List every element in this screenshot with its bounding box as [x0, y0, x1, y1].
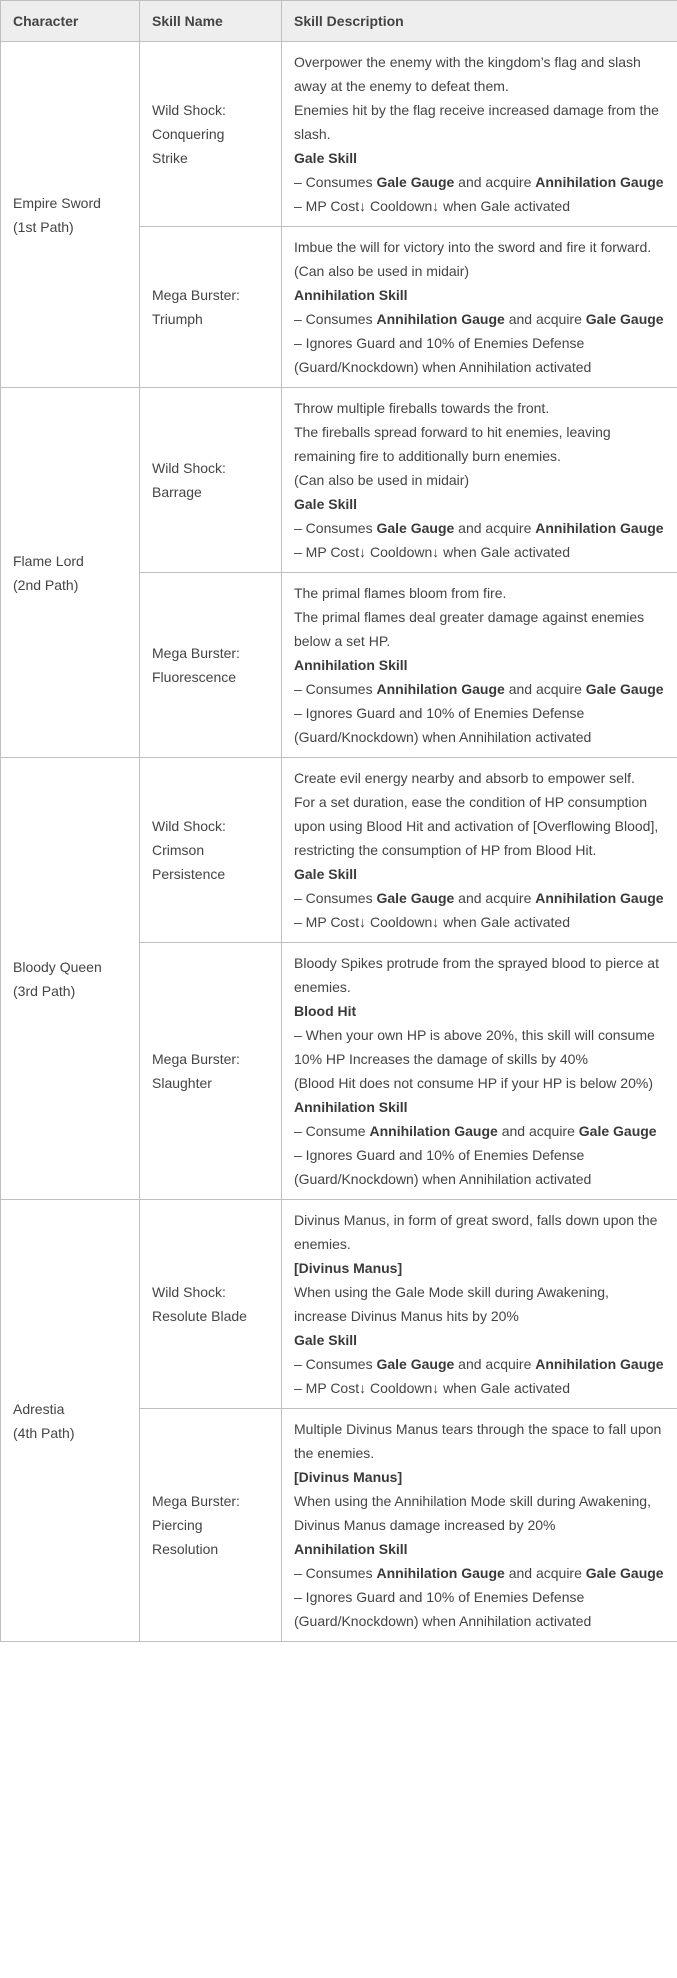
description-line — [294, 1095, 665, 1119]
table-row — [1, 42, 677, 227]
bold-text: Annihilation Gauge — [535, 890, 664, 906]
bold-text: Annihilation Gauge — [535, 174, 664, 190]
character-path: (3rd Path) — [13, 982, 76, 999]
skill-name-cell — [140, 388, 282, 573]
table-header — [1, 1, 677, 42]
description-line: Throw multiple fireballs towards the front. — [294, 400, 550, 416]
description-line — [294, 653, 665, 677]
bold-text: Gale Gauge — [376, 890, 455, 906]
description-line: – Consumes Annihilation Gauge and acquire Gale Gauge — [294, 1565, 664, 1581]
skill-description-cell — [282, 758, 677, 943]
bold-text: [Divinus Manus] — [294, 1260, 403, 1276]
bold-text: Annihilation Gauge — [376, 1565, 505, 1581]
bold-text: Annihilation Skill — [294, 1541, 408, 1557]
character-path: (4th Path) — [13, 1424, 75, 1441]
skill-description-cell — [282, 42, 677, 227]
bold-text: Annihilation Gauge — [369, 1123, 498, 1139]
description-line: The primal flames deal greater damage against enemies below a set HP. — [294, 609, 645, 649]
bold-text: Annihilation Gauge — [376, 311, 505, 327]
skill-name-line: Piercing — [152, 1517, 203, 1533]
description-line: – Consumes Annihilation Gauge and acquire Gale Gauge — [294, 311, 664, 327]
description-line: (Can also be used in midair) — [294, 263, 470, 279]
bold-text: Annihilation Gauge — [535, 1356, 664, 1372]
header-row — [1, 1, 677, 42]
bold-text: Annihilation Gauge — [376, 681, 505, 697]
table-row — [1, 388, 677, 573]
skill-name-line: Wild Shock: — [152, 818, 226, 834]
character-name: Empire Sword — [13, 194, 101, 211]
description-line: The fireballs spread forward to hit enemies, leaving remaining fire to additionally burn enemies. — [294, 424, 611, 464]
skill-name-line: Mega Burster: — [152, 1051, 240, 1067]
skill-name-cell — [140, 1200, 282, 1409]
description-line — [294, 492, 665, 516]
description-line: – Consumes Gale Gauge and acquire Annihilation Gauge — [294, 174, 664, 190]
description-line: For a set duration, ease the condition of HP consumption upon using Blood Hit and activation of [Overflowing Blood], restricting the consumption of HP from Blood Hit. — [294, 794, 659, 858]
bold-text: Annihilation Skill — [294, 287, 408, 303]
description-line: – Ignores Guard and 10% of Enemies Defense (Guard/Knockdown) when Annihilation activated — [294, 1589, 592, 1629]
description-line: Enemies hit by the flag receive increased damage from the slash. — [294, 102, 659, 142]
skill-name-cell — [140, 573, 282, 758]
character-name: Bloody Queen — [13, 958, 102, 975]
bold-text: Gale Gauge — [585, 1565, 664, 1581]
bold-text: Annihilation Skill — [294, 657, 408, 673]
description-line — [294, 1465, 665, 1489]
skill-name-line: Triumph — [152, 311, 203, 327]
description-line — [294, 283, 665, 307]
bold-text: Blood Hit — [294, 1003, 357, 1019]
skill-name-line: Mega Burster: — [152, 287, 240, 303]
bold-text: Gale Gauge — [578, 1123, 657, 1139]
bold-text: Gale Gauge — [585, 311, 664, 327]
description-line: Divinus Manus, in form of great sword, falls down upon the enemies. — [294, 1212, 658, 1252]
description-line: Create evil energy nearby and absorb to empower self. — [294, 770, 635, 786]
description-line — [294, 1256, 665, 1280]
description-line: – Ignores Guard and 10% of Enemies Defense (Guard/Knockdown) when Annihilation activated — [294, 1147, 592, 1187]
skill-name-line: Fluorescence — [152, 669, 237, 685]
description-line: – Ignores Guard and 10% of Enemies Defense (Guard/Knockdown) when Annihilation activated — [294, 335, 592, 375]
bold-text: Gale Gauge — [376, 520, 455, 536]
description-line: The primal flames bloom from fire. — [294, 585, 507, 601]
description-line: (Can also be used in midair) — [294, 472, 470, 488]
skill-description-cell — [282, 388, 677, 573]
skill-name-line: Conquering — [152, 126, 225, 142]
bold-text: Annihilation Skill — [294, 1099, 408, 1115]
skill-name-line: Resolute Blade — [152, 1308, 247, 1324]
description-line: Multiple Divinus Manus tears through the space to fall upon the enemies. — [294, 1421, 662, 1461]
description-line: When using the Annihilation Mode skill during Awakening, Divinus Manus damage increased by 20% — [294, 1493, 651, 1533]
skill-name-line: Wild Shock: — [152, 1284, 226, 1300]
skill-name-line: Mega Burster: — [152, 1493, 240, 1509]
description-line — [294, 1537, 665, 1561]
skill-description-cell — [282, 573, 677, 758]
skill-name-line: Strike — [152, 150, 188, 166]
character-cell — [1, 758, 140, 1200]
table-row — [1, 758, 677, 943]
description-line: – Ignores Guard and 10% of Enemies Defense (Guard/Knockdown) when Annihilation activated — [294, 705, 592, 745]
description-line: Overpower the enemy with the kingdom’s flag and slash away at the enemy to defeat them. — [294, 54, 641, 94]
skill-name-cell — [140, 758, 282, 943]
skill-description-cell — [282, 1200, 677, 1409]
bold-text: Annihilation Gauge — [535, 520, 664, 536]
skill-name-line: Barrage — [152, 484, 202, 500]
character-name: Adrestia — [13, 1400, 65, 1417]
skill-name-line: Mega Burster: — [152, 645, 240, 661]
header-skill-name: Skill Name — [140, 1, 282, 42]
description-line — [294, 862, 665, 886]
description-line — [294, 999, 665, 1023]
bold-text: [Divinus Manus] — [294, 1469, 403, 1485]
skill-name-line: Crimson — [152, 842, 205, 858]
bold-text: Gale Skill — [294, 150, 358, 166]
header-character: Character — [1, 1, 140, 42]
description-line: Bloody Spikes protrude from the sprayed blood to pierce at enemies. — [294, 955, 659, 995]
bold-text: Gale Skill — [294, 1332, 358, 1348]
description-line: When using the Gale Mode skill during Awakening, increase Divinus Manus hits by 20% — [294, 1284, 609, 1324]
table-body — [1, 42, 677, 1642]
character-path: (1st Path) — [13, 218, 74, 235]
skill-name-line: Wild Shock: — [152, 102, 226, 118]
description-line: – When your own HP is above 20%, this skill will consume 10% HP Increases the damage of skills by 40% — [294, 1027, 655, 1067]
description-line: Imbue the will for victory into the sword and fire it forward. — [294, 239, 652, 255]
description-line: – MP Cost↓ Cooldown↓ when Gale activated — [294, 198, 570, 214]
bold-text: Gale Skill — [294, 496, 358, 512]
bold-text: Gale Gauge — [376, 1356, 455, 1372]
skill-name-line: Persistence — [152, 866, 226, 882]
description-line: (Blood Hit does not consume HP if your HP is below 20%) — [294, 1075, 653, 1091]
description-line: – MP Cost↓ Cooldown↓ when Gale activated — [294, 1380, 570, 1396]
skill-name-cell — [140, 42, 282, 227]
character-cell — [1, 42, 140, 388]
skill-name-cell — [140, 943, 282, 1200]
bold-text: Gale Gauge — [376, 174, 455, 190]
skill-description-cell — [282, 1409, 677, 1642]
description-line: – MP Cost↓ Cooldown↓ when Gale activated — [294, 914, 570, 930]
skill-name-line: Resolution — [152, 1541, 219, 1557]
skill-name-line: Wild Shock: — [152, 460, 226, 476]
skill-name-line: Slaughter — [152, 1075, 212, 1091]
skill-name-cell — [140, 1409, 282, 1642]
description-line: – Consumes Gale Gauge and acquire Annihilation Gauge — [294, 1356, 664, 1372]
table-row — [1, 1200, 677, 1409]
description-line: – Consumes Gale Gauge and acquire Annihilation Gauge — [294, 890, 664, 906]
bold-text: Gale Skill — [294, 866, 358, 882]
character-name: Flame Lord — [13, 552, 84, 569]
description-line: – MP Cost↓ Cooldown↓ when Gale activated — [294, 544, 570, 560]
character-cell — [1, 388, 140, 758]
skill-description-cell — [282, 227, 677, 388]
character-path: (2nd Path) — [13, 576, 79, 593]
character-cell — [1, 1200, 140, 1642]
description-line: – Consume Annihilation Gauge and acquire Gale Gauge — [294, 1123, 657, 1139]
description-line — [294, 1328, 665, 1352]
description-line: – Consumes Annihilation Gauge and acquire Gale Gauge — [294, 681, 664, 697]
description-line — [294, 146, 665, 170]
header-skill-description: Skill Description — [282, 1, 677, 42]
skill-name-cell — [140, 227, 282, 388]
description-line: – Consumes Gale Gauge and acquire Annihilation Gauge — [294, 520, 664, 536]
bold-text: Gale Gauge — [585, 681, 664, 697]
skill-description-cell — [282, 943, 677, 1200]
